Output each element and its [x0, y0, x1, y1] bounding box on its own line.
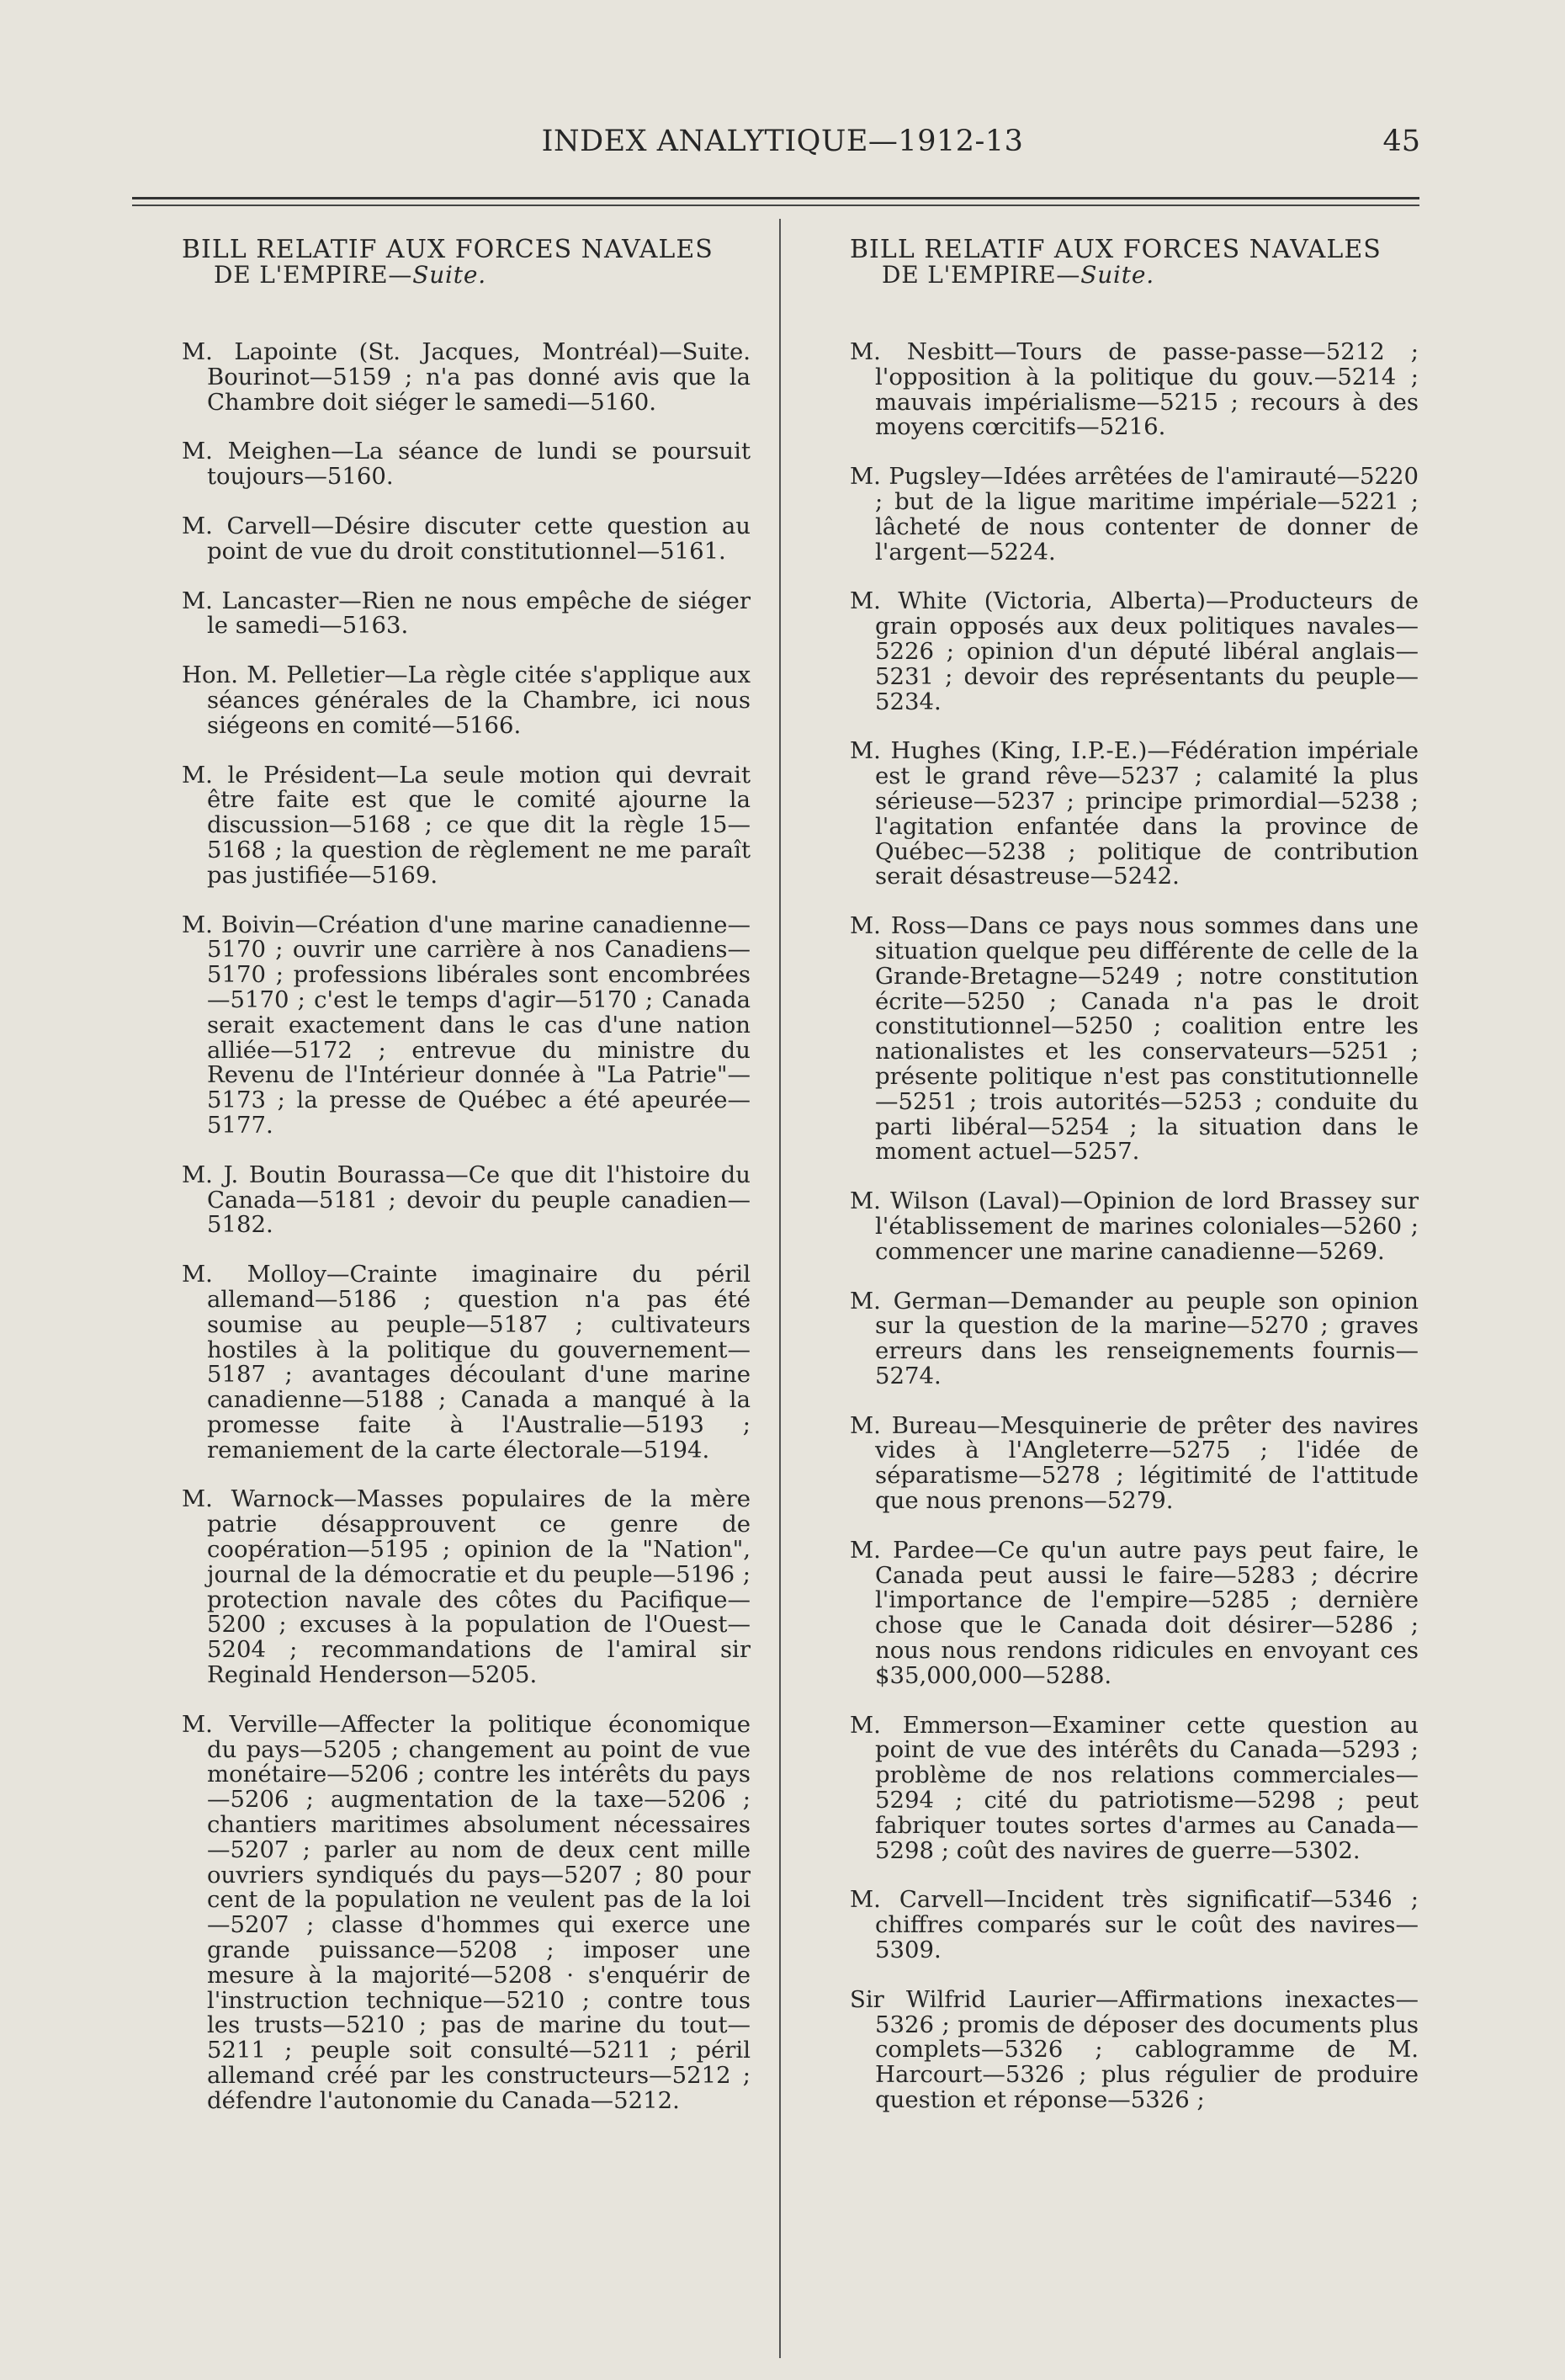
index-entry: M. le Président—La seule motion qui devrait être faite est que le comité ajourne la discussion—5168 ; ce que dit la règle 15—5168 ; la question de règlement ne me paraît pas justifiée—5169. — [182, 761, 751, 889]
page-number: 45 — [1382, 125, 1420, 158]
right-heading-line1: BILL RELATIF AUX FORCES NAVALES — [850, 235, 1382, 264]
index-entry: M. Bureau—Mesquinerie de prêter des navires vides à l'Angleterre—5275 ; l'idée de séparatisme—5278 ; légitimité de l'attitude que nous prenons—5279. — [850, 1411, 1419, 1515]
index-entry: M. White (Victoria, Alberta)—Producteurs de grain opposés aux deux politiques navales—5226 ; opinion d'un député libéral anglais—5231 ; devoir des représentants du peuple—5234. — [850, 587, 1419, 715]
left-heading-line2-text: DE L'EMPIRE— — [214, 261, 413, 289]
index-entry: M. J. Boutin Bourassa—Ce que dit l'histoire du Canada—5181 ; devoir du peuple canadien—5182. — [182, 1161, 751, 1239]
header-rule-bottom — [132, 205, 1419, 206]
index-entry: M. Warnock—Masses populaires de la mère patrie désapprouvent ce genre de coopération—5195 ; opinion de la "Nation", journal de la démocratie et du peuple—5196 ; protection navale des côtes du Pacifique—5200 ; excuses à la population de l'Ouest—5204 ; recommandations de l'amiral sir Reginald Henderson—5205. — [182, 1485, 751, 1689]
index-entry: M. Wilson (Laval)—Opinion de lord Brassey sur l'établissement de marines coloniales—5260 ; commencer une marine canadienne—5269. — [850, 1187, 1419, 1265]
index-entry: M. Meighen—La séance de lundi se poursuit toujours—5160. — [182, 438, 751, 491]
index-entry: M. Lapointe (St. Jacques, Montréal)—Suite. Bourinot—5159 ; n'a pas donné avis que la Chambre doit siéger le samedi—5160. — [182, 338, 751, 416]
header-rule-top — [132, 197, 1419, 199]
left-column-heading — [182, 237, 751, 288]
left-heading-suite: Suite. — [412, 261, 486, 289]
left-heading-line2 — [182, 263, 751, 288]
index-entry: M. Boivin—Création d'une marine canadienne—5170 ; ouvrir une carrière à nos Canadiens—5170 ; professions libérales sont encombrées—5170 ; c'est le temps d'agir—5170 ; Canada serait exactement dans le cas d'une nation alliée—5172 ; entrevue du ministre du Revenu de l'Intérieur donnée à "La Patrie"—5173 ; la presse de Québec a été apeurée—5177. — [182, 911, 751, 1139]
right-column — [850, 237, 1419, 2138]
left-heading-line1: BILL RELATIF AUX FORCES NAVALES — [182, 235, 714, 264]
index-entry: M. Ross—Dans ce pays nous sommes dans une situation quelque peu différente de celle de la Grande-Bretagne—5249 ; notre constitution écrite—5250 ; Canada n'a pas le droit constitutionnel—5250 ; coalition entre les nationalistes et les conservateurs—5251 ; présente politique n'est pas constitutionnelle—5251 ; trois autorités—5253 ; conduite du parti libéral—5254 ; la situation dans le moment actuel—5257. — [850, 912, 1419, 1166]
index-entry: M. German—Demander au peuple son opinion sur la question de la marine—5270 ; graves erreurs dans les renseignements fournis—5274. — [850, 1287, 1419, 1389]
right-heading-line2 — [850, 263, 1419, 288]
index-entry: M. Carvell—Incident très significatif—5346 ; chiffres comparés sur le coût des navires—5309. — [850, 1886, 1419, 1964]
index-entry: Sir Wilfrid Laurier—Affirmations inexactes—5326 ; promis de déposer des documents plus complets—5326 ; cablogramme de M. Harcourt—5326 ; plus régulier de produire question et réponse—5326 ; — [850, 1985, 1419, 2114]
left-column — [182, 237, 751, 2138]
index-entry: M. Pugsley—Idées arrêtées de l'amirauté—5220 ; but de la ligue maritime impériale—5221 ; lâcheté de nous contenter de donner de l'argent—5224. — [850, 463, 1419, 566]
page-header — [0, 125, 1565, 167]
right-heading-suite: Suite. — [1080, 261, 1154, 289]
index-entry: M. Lancaster—Rien ne nous empêche de siéger le samedi—5163. — [182, 587, 751, 640]
right-column-heading — [850, 237, 1419, 288]
page-title: INDEX ANALYTIQUE—1912-13 — [541, 125, 1024, 158]
index-entry: M. Verville—Affecter la politique économique du pays—5205 ; changement au point de vue monétaire—5206 ; contre les intérêts du pays—5206 ; augmentation de la taxe—5206 ; chantiers maritimes absolument nécessaires—5207 ; parler au nom de deux cent mille ouvriers syndiqués du pays—5207 ; 80 pour cent de la population ne veulent pas de la loi—5207 ; classe d'hommes qui exerce une grande puissance—5208 ; imposer une mesure à la majorité—5208 · s'enquérir de l'instruction technique—5210 ; contre tous les trusts—5210 ; pas de marine du tout—5211 ; peuple soit consulté—5211 ; péril allemand créé par les constructeurs—5212 ; défendre l'autonomie du Canada—5212. — [182, 1710, 751, 2114]
index-entry: M. Molloy—Crainte imaginaire du péril allemand—5186 ; question n'a pas été soumise au peuple—5187 ; cultivateurs hostiles à la politique du gouvernement—5187 ; avantages découlant d'une marine canadienne—5188 ; Canada a manqué à la promesse faite à l'Australie—5193 ; remaniement de la carte électorale—5194. — [182, 1261, 751, 1464]
index-entry: Hon. M. Pelletier—La règle citée s'applique aux séances générales de la Chambre, ici nous siégeons en comité—5166. — [182, 661, 751, 739]
index-entry: M. Nesbitt—Tours de passe-passe—5212 ; l'opposition à la politique du gouv.—5214 ; mauvais impérialisme—5215 ; recours à des moyens cœrcitifs—5216. — [850, 338, 1419, 441]
index-entry: M. Emmerson—Examiner cette question au point de vue des intérêts du Canada—5293 ; problème de nos relations commerciales—5294 ; cité du patriotisme—5298 ; peut fabriquer toutes sortes d'armes au Canada—5298 ; coût des navires de guerre—5302. — [850, 1711, 1419, 1864]
column-divider — [779, 219, 781, 2358]
right-heading-line2-text: DE L'EMPIRE— — [882, 261, 1081, 289]
index-entry: M. Hughes (King, I.P.-E.)—Fédération impériale est le grand rêve—5237 ; calamité la plus sérieuse—5237 ; principe primordial—5238 ; l'agitation enfantée dans la province de Québec—5238 ; politique de contribution serait désastreuse—5242. — [850, 737, 1419, 890]
index-entry: M. Carvell—Désire discuter cette question au point de vue du droit constitutionnel—5161. — [182, 512, 751, 565]
index-entry: M. Pardee—Ce qu'un autre pays peut faire, le Canada peut aussi le faire—5283 ; décrire l'importance de l'empire—5285 ; dernière chose que le Canada doit désirer—5286 ; nous nous rendons ridicules en envoyant ces $35,000,000—5288. — [850, 1536, 1419, 1689]
